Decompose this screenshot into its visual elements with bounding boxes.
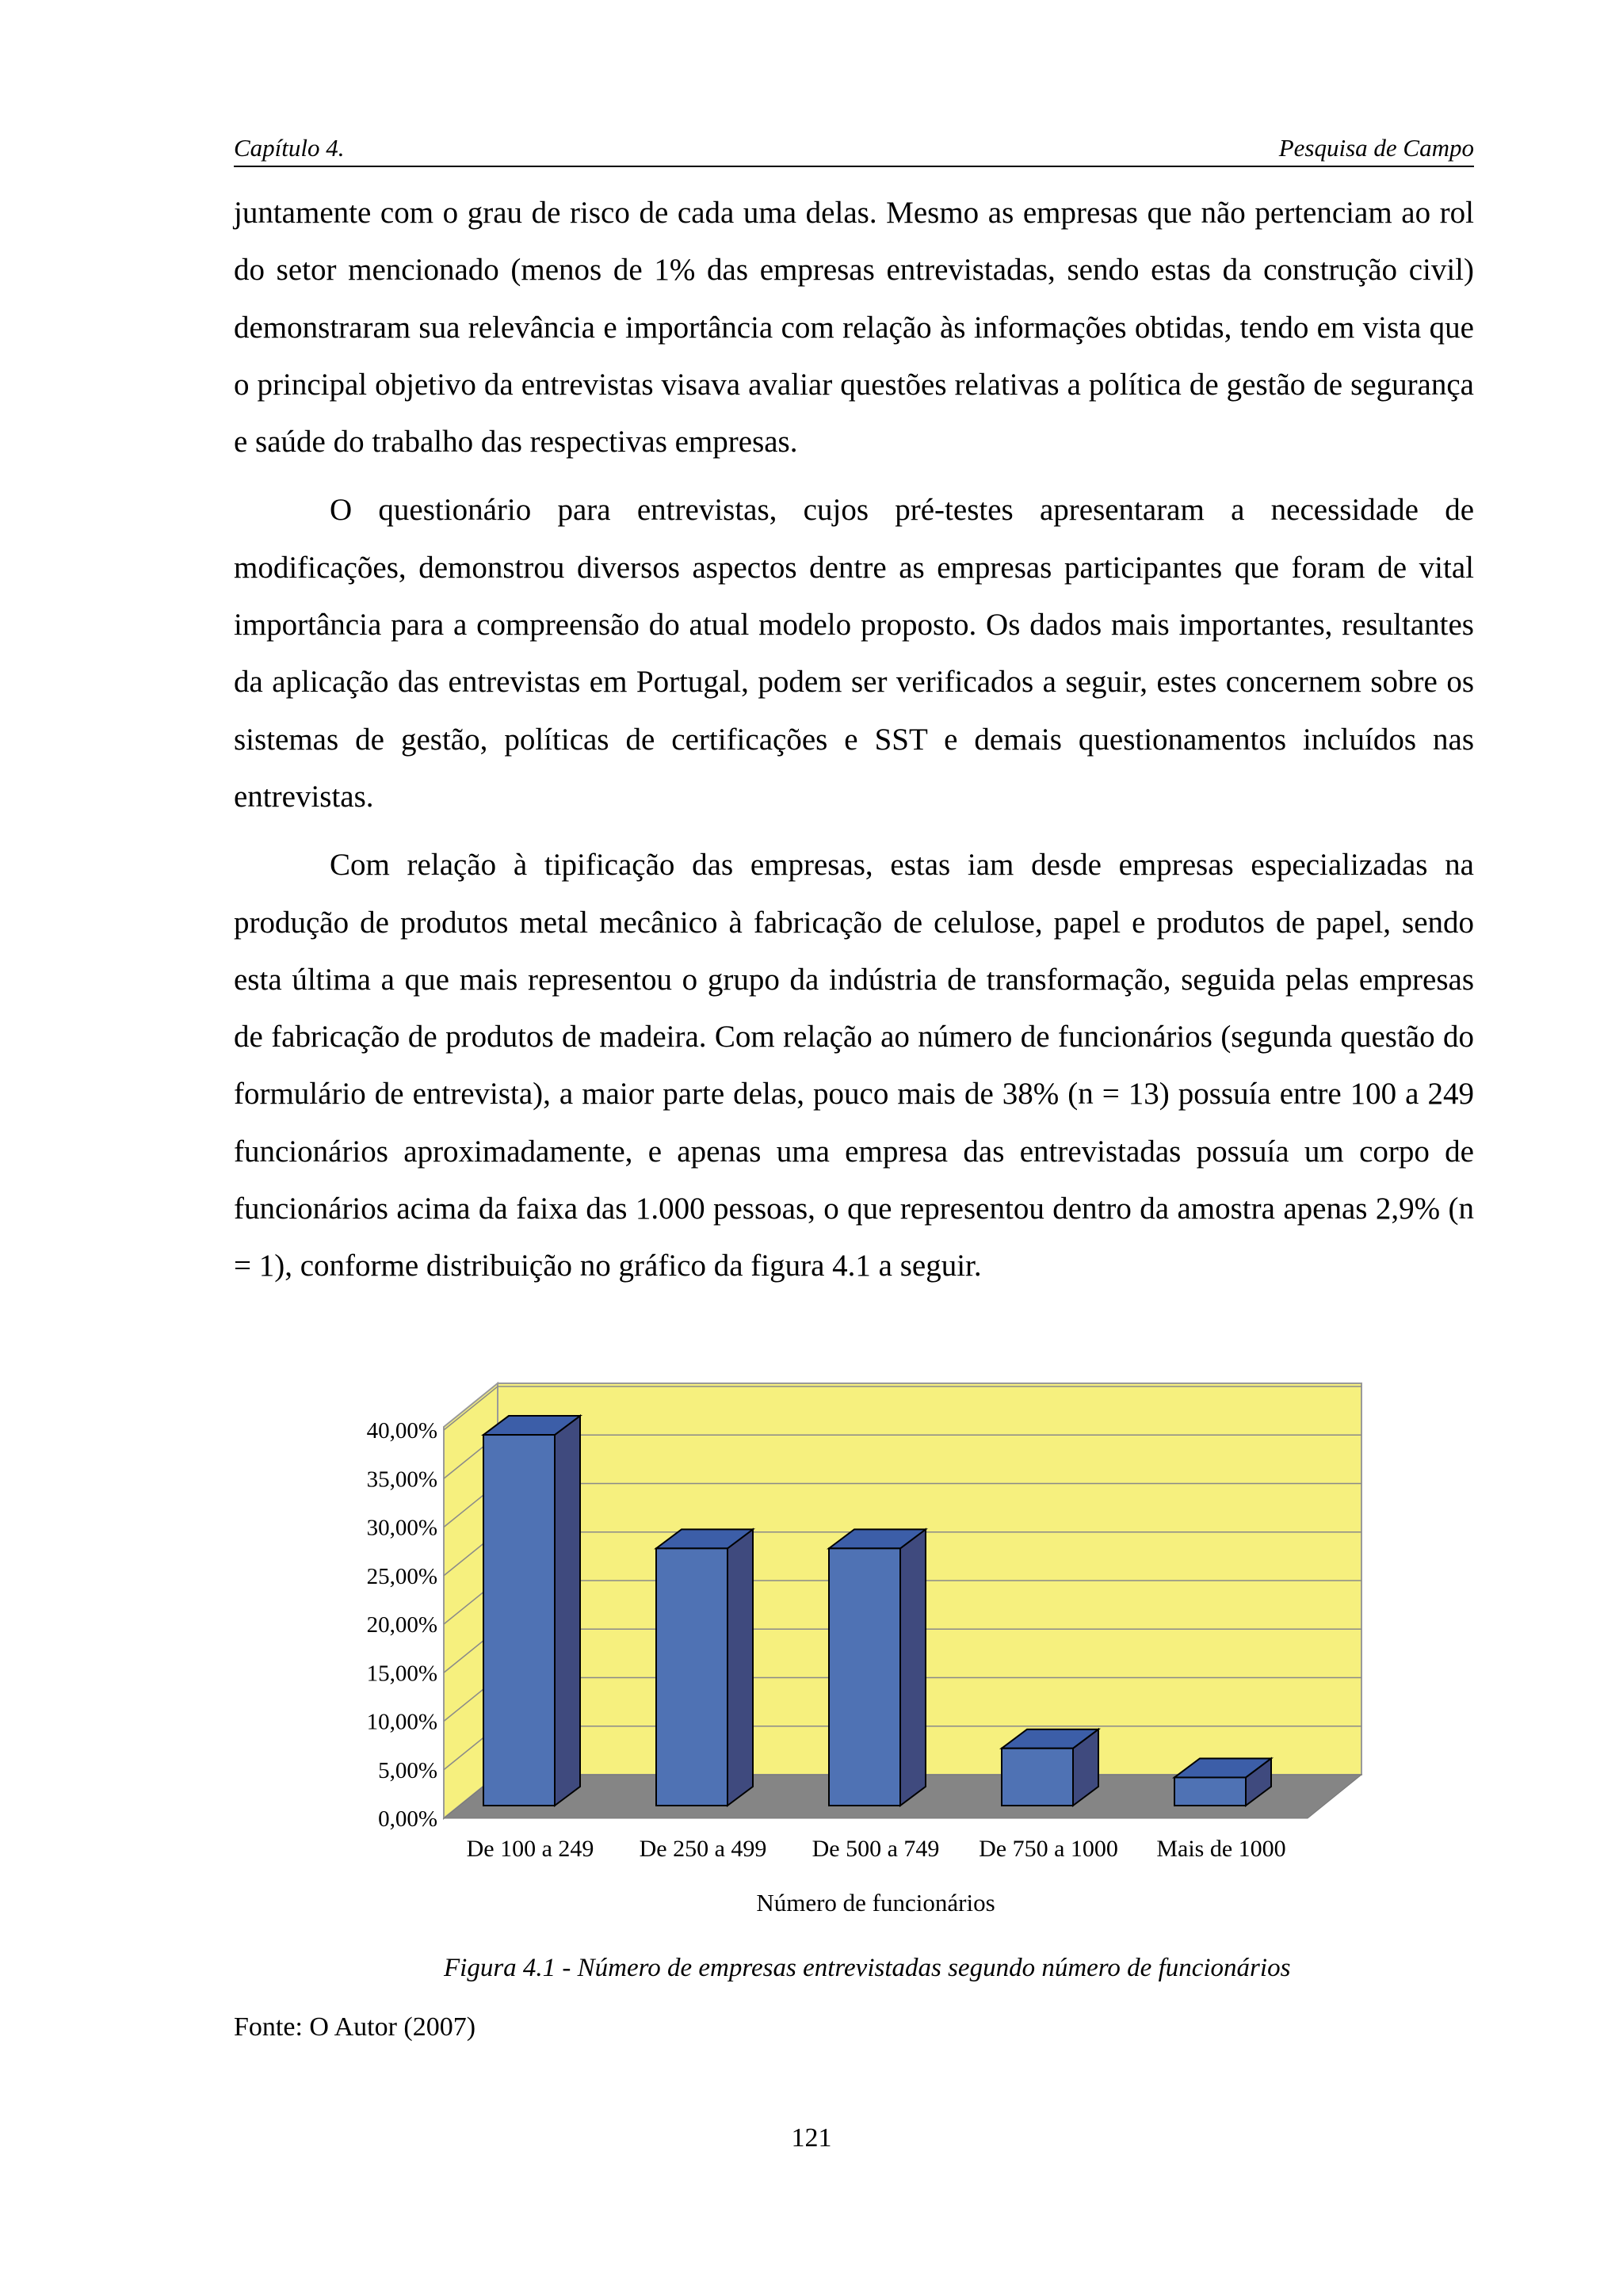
- bar-front: [656, 1548, 727, 1806]
- y-tick-label: 5,00%: [378, 1757, 437, 1783]
- bar-front: [1002, 1749, 1073, 1806]
- y-tick-label: 35,00%: [366, 1466, 437, 1493]
- bar-side: [900, 1529, 926, 1806]
- x-tick-label: Mais de 1000: [1156, 1836, 1286, 1862]
- chart-back-wall: [498, 1383, 1361, 1775]
- bar-chart: [317, 1367, 1395, 1937]
- x-axis-label: Número de funcionários: [756, 1889, 995, 1917]
- figure-source: Fonte: O Autor (2007): [234, 2012, 476, 2042]
- page-number: 121: [791, 2123, 832, 2153]
- bar-side: [727, 1529, 753, 1806]
- x-tick-label: De 250 a 499: [639, 1836, 767, 1862]
- y-tick-label: 15,00%: [366, 1661, 437, 1687]
- paragraph-3: Com relação à tipificação das empresas, estas iam desde empresas especializadas na produção de produtos metal mecânico à fabricação de celulose, papel e produtos de papel, sendo esta última a que mais representou o grupo da indústria de transformação, seguida pelas empresas de fabricação de produtos de madeira. Com relação ao número de funcionários (segunda questão do formulário de entrevista), a maior parte delas, pouco mais de 38% (n = 13) possuía entre 100 a 249 funcionários aproximadamente, e apenas uma empresa das entrevistadas possuía um corpo de funcionários acima da faixa das 1.000 pessoas, o que representou dentro da amostra apenas 2,9% (n = 1), conforme distribuição no gráfico da figura 4.1 a seguir.: [234, 848, 1474, 1283]
- y-tick-label: 0,00%: [378, 1806, 437, 1832]
- chapter-label: Capítulo 4.: [234, 134, 345, 162]
- page-header: [234, 131, 1474, 167]
- x-tick-label: De 100 a 249: [466, 1836, 594, 1862]
- bar-front: [483, 1435, 555, 1806]
- y-tick-label: 25,00%: [366, 1563, 437, 1589]
- x-tick-label: De 500 a 749: [812, 1836, 940, 1862]
- y-tick-label: 10,00%: [366, 1709, 437, 1735]
- y-tick-label: 20,00%: [366, 1612, 437, 1638]
- paragraph-1: juntamente com o grau de risco de cada uma delas. Mesmo as empresas que não pertenciam ao rol do setor mencionado (menos de 1% das empresas entrevistadas, sendo estas da construção civil) demonstraram sua relevância e importância com relação às informações obtidas, tendo em vista que o principal objetivo da entrevistas visava avaliar questões relativas a política de gestão de segurança e saúde do trabalho das respectivas empresas.: [234, 196, 1474, 460]
- bar: [483, 1416, 580, 1806]
- y-tick-label: 30,00%: [366, 1515, 437, 1541]
- bar-front: [829, 1548, 900, 1806]
- body-text: [234, 185, 1474, 1306]
- bar: [656, 1529, 753, 1806]
- section-label: Pesquisa de Campo: [1278, 134, 1474, 162]
- figure-caption: Figura 4.1 - Número de empresas entrevistadas segundo número de funcionários: [444, 1954, 1291, 1982]
- bar: [829, 1529, 926, 1806]
- bar-side: [555, 1416, 580, 1806]
- y-tick-label: 40,00%: [366, 1418, 437, 1444]
- bar: [1002, 1730, 1098, 1806]
- x-tick-label: De 750 a 1000: [979, 1836, 1118, 1862]
- paragraph-2: O questionário para entrevistas, cujos pré-testes apresentaram a necessidade de modificações, demonstrou diversos aspectos dentre as empresas participantes que foram de vital importância para a compreensão do atual modelo proposto. Os dados mais importantes, resultantes da aplicação das entrevistas em Portugal, podem ser verificados a seguir, estes concernem sobre os sistemas de gestão, políticas de certificações e SST e demais questionamentos incluídos nas entrevistas.: [234, 493, 1474, 814]
- bar-front: [1174, 1777, 1246, 1806]
